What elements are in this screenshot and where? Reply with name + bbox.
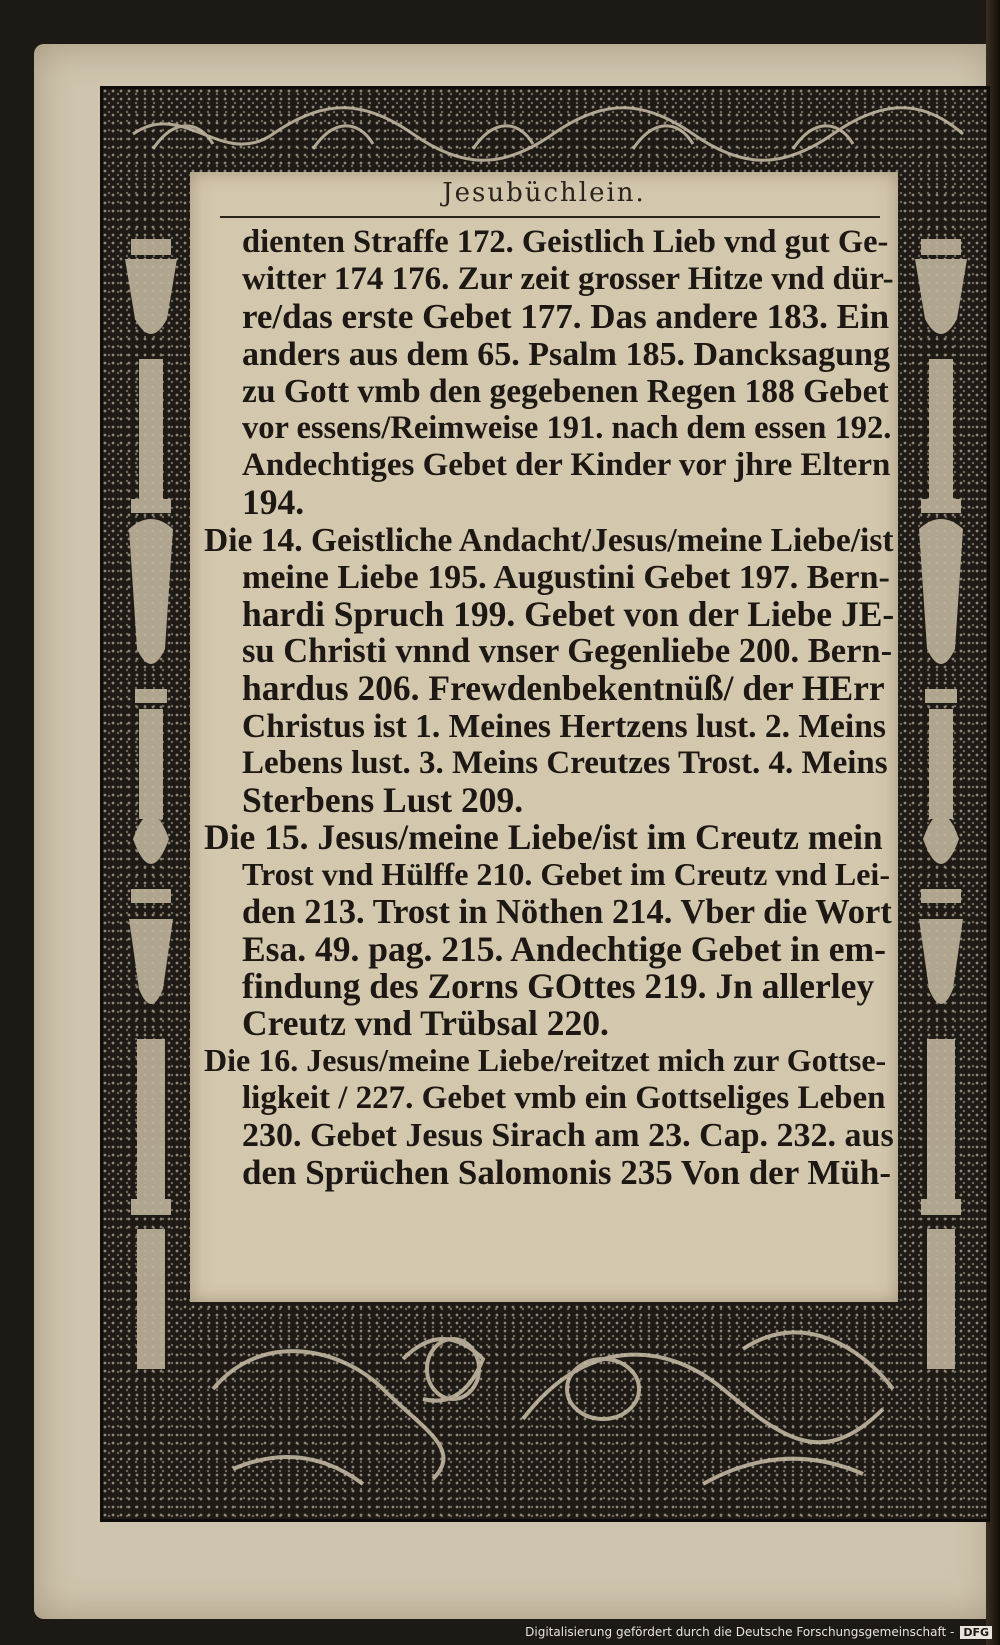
text-line: 230. Gebet Jesus Sirach am 23. Cap. 232. aus (242, 1116, 894, 1154)
credit-text: Digitalisierung gefördert durch die Deutsche Forschungsgemeinschaft - (525, 1625, 955, 1639)
text-line: Andechtiges Gebet der Kinder vor jhre Eltern (242, 447, 891, 484)
text-line: hardus 206. Frewdenbekentnüß/ der HErr (242, 668, 885, 709)
text-line: den 213. Trost in Nöthen 214. Vber die Wort (242, 892, 892, 931)
text-line: witter 174 176. Zur zeit grosser Hitze vnd dür- (242, 261, 894, 298)
text-line: su Christi vnnd vnser Gegenliebe 200. Bern- (242, 632, 893, 671)
digitization-credit (0, 1625, 1000, 1639)
text-line: Lebens lust. 3. Meins Creutzes Trost. 4. Meins (242, 744, 888, 781)
text-block (190, 172, 898, 1302)
text-line: Sterbens Lust 209. (242, 780, 524, 821)
text-line: Trost vnd Hülffe 210. Gebet im Creutz vnd Lei- (242, 856, 890, 893)
text-line: Die 15. Jesus/meine Liebe/ist im Creutz mein (204, 817, 883, 858)
text-line: Christus ist 1. Meines Hertzens lust. 2. Meins (242, 707, 886, 745)
text-line: anders aus dem 65. Psalm 185. Dancksagung (242, 335, 890, 373)
dfg-logo: DFG (960, 1626, 992, 1639)
text-line: den Sprüchen Salomonis 235 Von der Müh- (242, 1153, 891, 1193)
text-line: hardi Spruch 199. Gebet von der Liebe JE- (242, 594, 895, 635)
running-head: Jesubüchlein. (442, 178, 646, 208)
text-line: Creutz vnd Trübsal 220. (242, 1003, 609, 1044)
head-rule (220, 216, 880, 218)
text-line: meine Liebe 195. Augustini Gebet 197. Bern- (242, 558, 890, 596)
index-text (204, 224, 894, 1191)
text-line: zu Gott vmb den gegebenen Regen 188 Gebet (242, 372, 889, 410)
text-line: Die 16. Jesus/meine Liebe/reitzet mich zur Gottse- (204, 1042, 887, 1079)
text-line: Die 14. Geistliche Andacht/Jesus/meine Liebe/ist (204, 521, 894, 559)
text-line: re/das erste Gebet 177. Das andere 183. Ein (242, 297, 890, 337)
text-line: dienten Straffe 172. Geistlich Lieb vnd gut Ge- (242, 224, 889, 260)
text-line: vor essens/Reimweise 191. nach dem essen 192. (242, 410, 892, 447)
text-line: 194. (242, 482, 305, 523)
text-line: findung des Zorns GOttes 219. Jn allerley (242, 966, 875, 1007)
text-line: ligkeit / 227. Gebet vmb ein Gottseliges Leben (242, 1079, 886, 1116)
text-line: Esa. 49. pag. 215. Andechtige Gebet in em- (242, 928, 886, 969)
